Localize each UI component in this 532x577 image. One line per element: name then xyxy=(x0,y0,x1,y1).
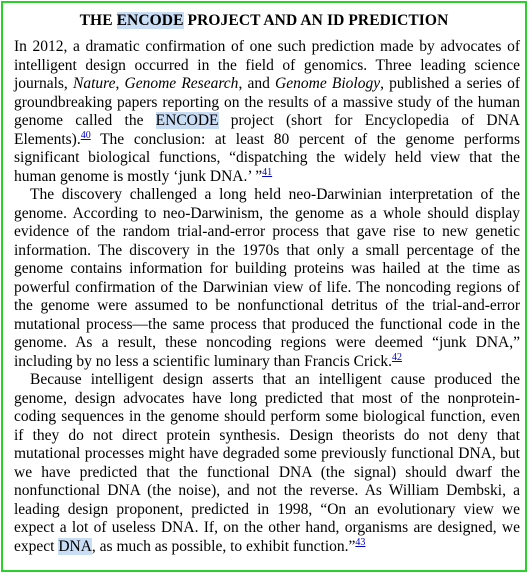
page-title xyxy=(3,12,525,30)
p1-text-4: , published a series of groundbreaking papers reporting on the results of a massive study of the human genome called the xyxy=(14,75,520,129)
title-highlight[interactable]: ENCODE xyxy=(116,12,184,29)
p1-text-3: , and xyxy=(238,75,276,92)
p3-text-1: Because intelligent design asserts that an intelligent cause produced the genome, design advocates have long predicted that most of the nonprotein-coding sequences in the genome should perform some biological function, even if they do not direct protein synthesis. Design theorists do not deny that mutational processes might have degraded some previously functional DNA, but we have predicted that the functional DNA (the signal) should dwarf the nonfunctional DNA (the noise), and not the reverse. As William Dembski, a leading design proponent, predicted in 1998, “On an evolutionary view we expect a lot of useless DNA. If, on the other hand, organisms are designed, we expect xyxy=(14,371,520,555)
dna-highlight[interactable]: DNA xyxy=(58,537,92,555)
p3-text-2: , as much as possible, to exhibit function.” xyxy=(91,537,356,555)
title-part2: PROJECT AND AN ID PREDICTION xyxy=(183,12,449,29)
footnote-link-40[interactable]: 40 xyxy=(80,129,91,141)
footnote-link-41[interactable]: 41 xyxy=(262,166,273,178)
paragraph-1 xyxy=(14,38,520,186)
encode-highlight[interactable]: ENCODE xyxy=(155,112,219,129)
article-body xyxy=(14,38,520,556)
footnote-link-43[interactable]: 43 xyxy=(355,536,366,548)
footnote-link-42[interactable]: 42 xyxy=(391,351,402,363)
journal-genome-biology: Genome Biology xyxy=(275,75,381,92)
journal-genome-research: Genome Research xyxy=(124,75,239,92)
p1-text-2: , xyxy=(115,75,125,92)
footnote-41 xyxy=(262,167,272,178)
p1-text-6: The conclusion: at least 80 percent of the genome performs significant biological functions, “dispatching the widely held view that the human genome is mostly ‘junk DNA.’ ” xyxy=(14,130,520,185)
footnote-43 xyxy=(355,537,365,548)
paragraph-2 xyxy=(14,186,520,371)
p1-text-1: In 2012, a dramatic confirmation of one such prediction made by advocates of intelligent design occurred in the field of genomics. Three leading science journals, xyxy=(14,38,520,92)
title-part1: THE xyxy=(79,12,117,29)
p2-text: The discovery challenged a long held neo-Darwinian interpretation of the genome. According to neo-Darwinism, the genome as a whole should display evidence of the random trial-and-error process that gave rise to new genetic information. The discovery in the 1970s that only a small percentage of the genome contains information for building proteins was hailed at the time as powerful confirmation of the Darwinian view of life. The noncoding regions of the genome were assumed to be nonfunctional detritus of the trial-and-error mutational process—the same process that produced the functional code in the genome. As a result, these noncoding regions were deemed “junk DNA,” including by no less a scientific luminary than Francis Crick. xyxy=(14,186,520,370)
footnote-42 xyxy=(392,352,402,363)
p1-text-5: project (short for Encyclopedia of DNA Elements). xyxy=(14,112,520,148)
journal-nature: Nature xyxy=(72,75,116,92)
footnote-40 xyxy=(81,130,91,141)
paragraph-3 xyxy=(14,371,520,556)
